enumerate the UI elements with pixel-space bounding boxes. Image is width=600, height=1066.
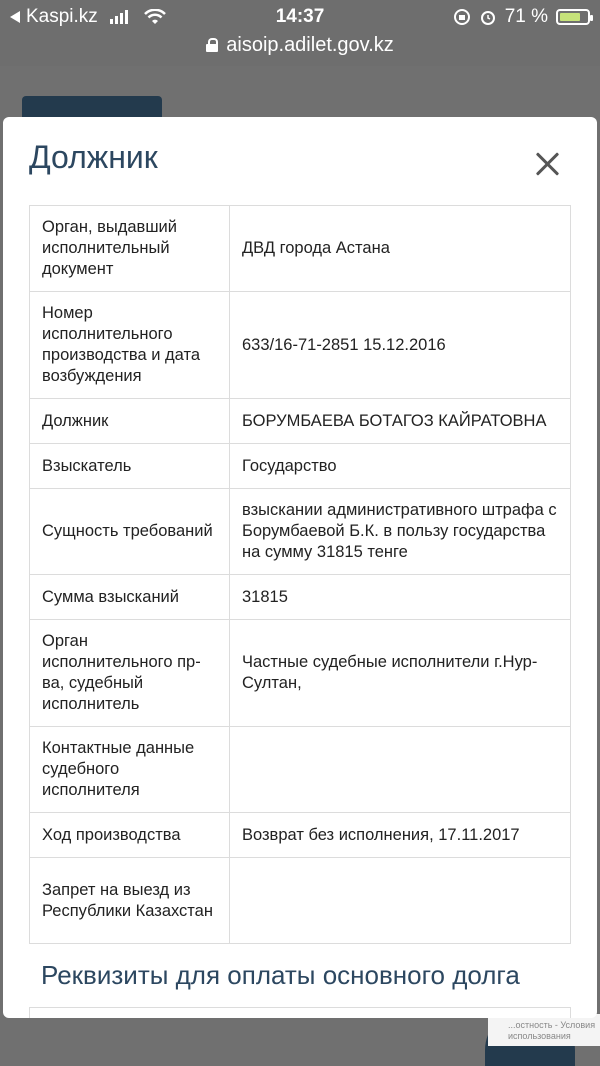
- battery-percent: 71 %: [504, 6, 548, 27]
- lock-icon: [206, 38, 218, 52]
- row-label: Сущность требований: [30, 489, 230, 575]
- row-label: Ход производства: [30, 813, 230, 858]
- row-label: Орган исполнительного пр-ва, судебный исполнитель: [30, 620, 230, 727]
- row-value: [230, 858, 571, 944]
- table-row: [30, 727, 571, 813]
- modal-title: Должник: [29, 139, 158, 175]
- address-bar[interactable]: [0, 31, 600, 59]
- table-row: [30, 399, 571, 444]
- row-value: взыскании административного штрафа с Борумбаевой Б.К. в пользу государства на сумму 31815 тенге: [230, 489, 571, 575]
- row-label: Сумма взысканий: [30, 575, 230, 620]
- status-bar: [0, 4, 600, 30]
- table-row: [30, 620, 571, 727]
- carrier-label: Kaspi.kz: [26, 6, 98, 27]
- table-row: [30, 575, 571, 620]
- table-row: [30, 206, 571, 292]
- row-value: ДВД города Астана: [230, 206, 571, 292]
- recaptcha-badge: ...остность - Условия использования: [488, 1014, 600, 1046]
- row-label: Орган, выдавший исполнительный документ: [30, 206, 230, 292]
- table-row: [30, 858, 571, 944]
- alarm-icon: [479, 8, 497, 26]
- row-label: Контактные данные судебного исполнителя: [30, 727, 230, 813]
- debtor-modal: [3, 117, 597, 1018]
- close-icon[interactable]: [533, 149, 563, 179]
- row-value: Частные судебные исполнители г.Нур-Султан,: [230, 620, 571, 727]
- table-row: [30, 292, 571, 399]
- row-label: Взыскатель: [30, 444, 230, 489]
- rotation-lock-icon: [453, 8, 471, 26]
- row-label: Запрет на выезд из Республики Казахстан: [30, 858, 230, 944]
- row-value: 31815: [230, 575, 571, 620]
- clock: 14:37: [275, 6, 325, 27]
- payment-table-top: [29, 1007, 571, 1018]
- row-label: Должник: [30, 399, 230, 444]
- row-value: БОРУМБАЕВА БОТАГОЗ КАЙРАТОВНА: [230, 399, 571, 444]
- debtor-details-table: [29, 205, 571, 944]
- row-value: 633/16-71-2851 15.12.2016: [230, 292, 571, 399]
- table-row: [30, 813, 571, 858]
- table-row: [30, 444, 571, 489]
- status-right: [453, 4, 590, 30]
- row-label: Номер исполнительного производства и дата возбуждения: [30, 292, 230, 399]
- payment-details-heading: Реквизиты для оплаты основного долга: [41, 960, 520, 990]
- url-text: aisoip.adilet.gov.kz: [226, 34, 394, 56]
- battery-icon: [556, 9, 590, 25]
- table-row: [30, 489, 571, 575]
- row-value: Государство: [230, 444, 571, 489]
- row-value: [230, 727, 571, 813]
- browser-top-bar: [0, 0, 600, 66]
- row-value: Возврат без исполнения, 17.11.2017: [230, 813, 571, 858]
